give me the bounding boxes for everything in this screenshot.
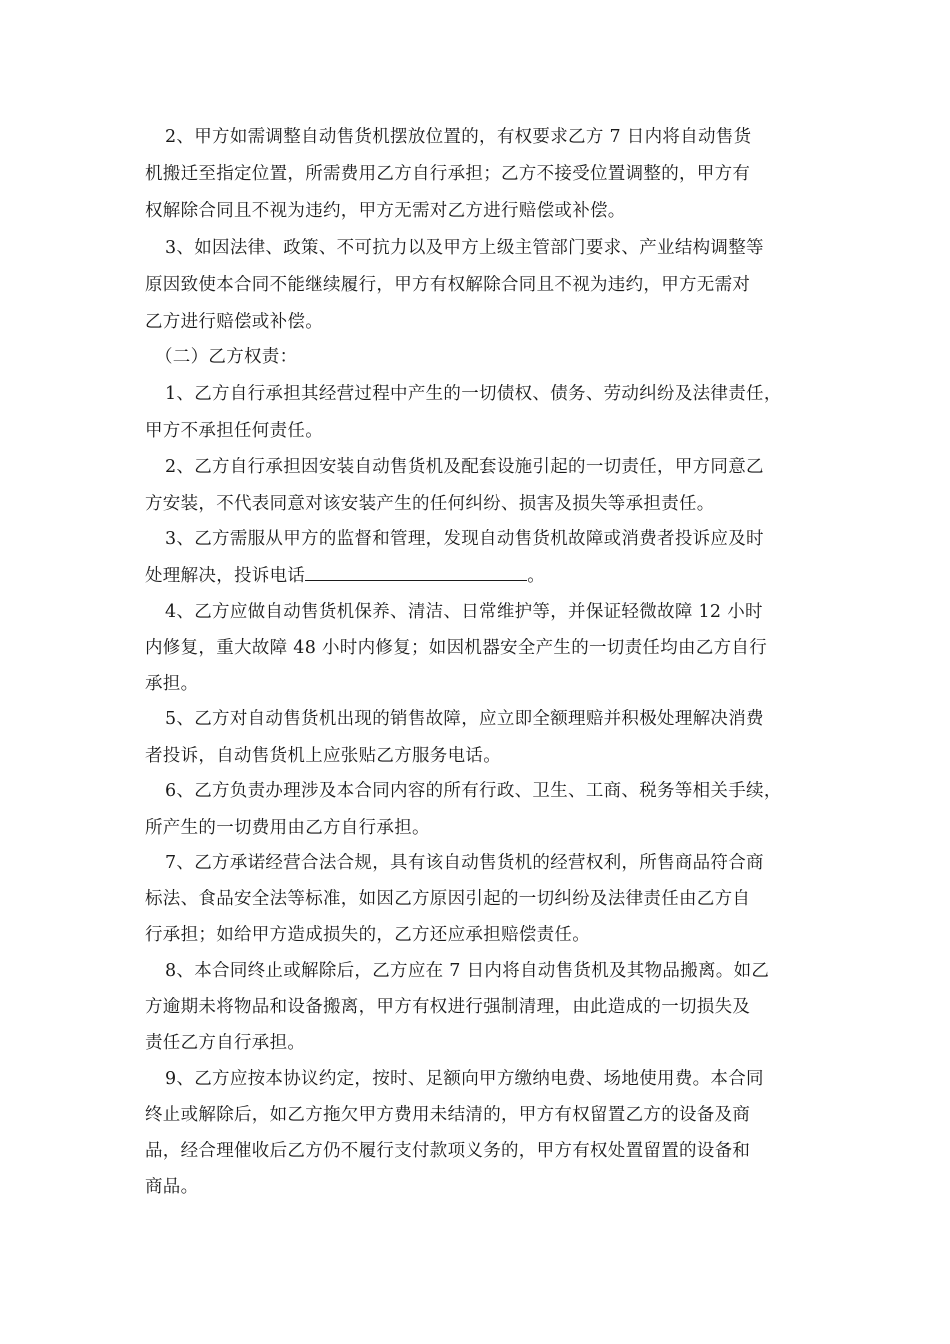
paragraph-10-line-3: 责任乙方自行承担。 xyxy=(145,1033,306,1053)
paragraph-5-line-2-text: 处理解决，投诉电话 xyxy=(145,566,306,586)
complaint-phone-blank xyxy=(305,564,527,581)
paragraph-2-line-3: 乙方进行赔偿或补偿。 xyxy=(145,312,323,332)
paragraph-2-line-2: 原因致使本合同不能继续履行，甲方有权解除合同且不视为违约，甲方无需对 xyxy=(145,275,751,295)
paragraph-10-line-2: 方逾期未将物品和设备搬离，甲方有权进行强制清理，由此造成的一切损失及 xyxy=(145,997,751,1017)
paragraph-7-line-1: 5、乙方对自动售货机出现的销售故障，应立即全额理赔并积极处理解决消费 xyxy=(165,709,764,729)
paragraph-9-line-2: 标法、食品安全法等标准，如因乙方原因引起的一切纠纷及法律责任由乙方自 xyxy=(145,889,751,909)
paragraph-1-line-2: 机搬迁至指定位置，所需费用乙方自行承担；乙方不接受位置调整的，甲方有 xyxy=(145,164,751,184)
paragraph-11-line-2: 终止或解除后，如乙方拖欠甲方费用未结清的，甲方有权留置乙方的设备及商 xyxy=(145,1105,751,1125)
paragraph-11-line-1: 9、乙方应按本协议约定，按时、足额向甲方缴纳电费、场地使用费。本合同 xyxy=(165,1069,764,1089)
paragraph-5-line-2 xyxy=(145,564,545,587)
paragraph-3-line-2: 甲方不承担任何责任。 xyxy=(145,421,323,441)
paragraph-11-line-4: 商品。 xyxy=(145,1177,199,1197)
paragraph-8-line-2: 所产生的一切费用由乙方自行承担。 xyxy=(145,818,430,838)
paragraph-7-line-2: 者投诉，自动售货机上应张贴乙方服务电话。 xyxy=(145,746,501,766)
paragraph-6-line-2: 内修复，重大故障 48 小时内修复；如因机器安全产生的一切责任均由乙方自行 xyxy=(145,638,767,658)
paragraph-10-line-1: 8、本合同终止或解除后，乙方应在 7 日内将自动售货机及其物品搬离。如乙 xyxy=(165,961,770,981)
paragraph-6-line-1: 4、乙方应做自动售货机保养、清洁、日常维护等，并保证轻微故障 12 小时 xyxy=(165,602,763,622)
paragraph-5-line-2-suffix: 。 xyxy=(527,566,546,586)
section-heading: （二）乙方权责： xyxy=(155,347,298,367)
paragraph-3-line-1: 1、乙方自行承担其经营过程中产生的一切债权、债务、劳动纠纷及法律责任， xyxy=(165,384,782,404)
paragraph-8-line-1: 6、乙方负责办理涉及本合同内容的所有行政、卫生、工商、税务等相关手续， xyxy=(165,781,782,801)
paragraph-2-line-1: 3、如因法律、政策、不可抗力以及甲方上级主管部门要求、产业结构调整等 xyxy=(165,238,764,258)
paragraph-11-line-3: 品，经合理催收后乙方仍不履行支付款项义务的，甲方有权处置留置的设备和 xyxy=(145,1141,751,1161)
paragraph-1-line-3: 权解除合同且不视为违约，甲方无需对乙方进行赔偿或补偿。 xyxy=(145,201,626,221)
paragraph-5-line-1: 3、乙方需服从甲方的监督和管理，发现自动售货机故障或消费者投诉应及时 xyxy=(165,529,764,549)
paragraph-9-line-3: 行承担；如给甲方造成损失的，乙方还应承担赔偿责任。 xyxy=(145,925,590,945)
paragraph-9-line-1: 7、乙方承诺经营合法合规，具有该自动售货机的经营权利，所售商品符合商 xyxy=(165,853,764,873)
paragraph-4-line-2: 方安装，不代表同意对该安装产生的任何纠纷、损害及损失等承担责任。 xyxy=(145,494,715,514)
paragraph-4-line-1: 2、乙方自行承担因安装自动售货机及配套设施引起的一切责任，甲方同意乙 xyxy=(165,457,764,477)
paragraph-1-line-1: 2、甲方如需调整自动售货机摆放位置的，有权要求乙方 7 日内将自动售货 xyxy=(165,127,752,147)
paragraph-6-line-3: 承担。 xyxy=(145,674,199,694)
